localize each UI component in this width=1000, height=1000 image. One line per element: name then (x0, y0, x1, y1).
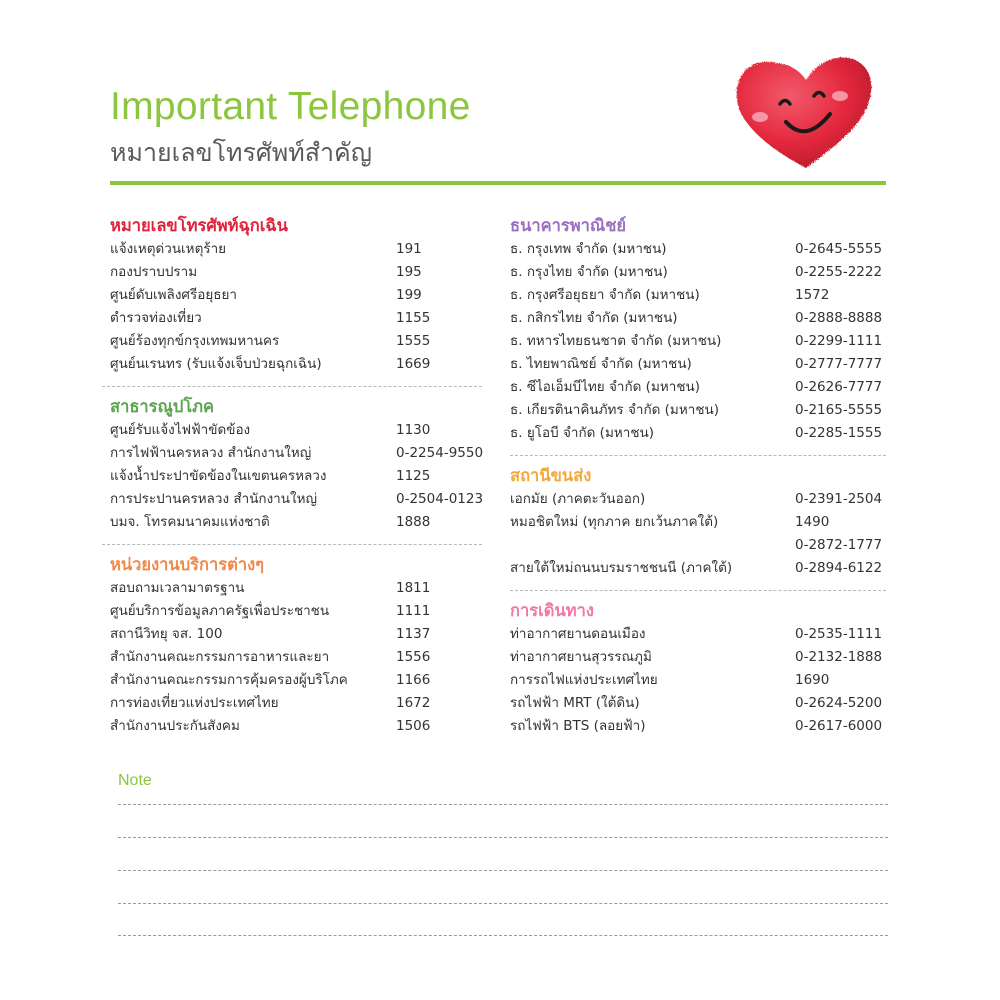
phone-number: 1811 (396, 580, 431, 596)
contact-name: สำนักงานคณะกรรมการอาหารและยา (110, 649, 330, 665)
services-section-title: หน่วยงานบริการต่างๆ (110, 555, 265, 574)
contact-name: การประปานครหลวง สำนักงานใหญ่ (110, 491, 317, 507)
phone-number: 0-2255-2222 (795, 264, 883, 280)
contact-name: สายใต้ใหม่ถนนบรมราชชนนี (ภาคใต้) (510, 560, 733, 576)
phone-list-item (110, 465, 482, 488)
phone-number: 1506 (396, 718, 431, 734)
phone-list-item (510, 557, 886, 580)
phone-list-item (110, 511, 482, 534)
phone-list-item (510, 238, 886, 261)
phone-list-item (110, 623, 482, 646)
utilities-section (110, 395, 482, 534)
contact-name: ธ. กสิกรไทย จำกัด (มหาชน) (510, 310, 678, 326)
phone-list-item (510, 623, 886, 646)
contact-name: ท่าอากาศยานดอนเมือง (510, 626, 646, 642)
phone-list-item (510, 646, 886, 669)
phone-list-item (510, 353, 886, 376)
phone-list-item (510, 488, 886, 511)
contact-name: สำนักงานประกันสังคม (110, 718, 240, 734)
contact-name: รถไฟฟ้า BTS (ลอยฟ้า) (510, 718, 646, 734)
phone-number: 1888 (396, 514, 431, 530)
phone-number: 1556 (396, 649, 431, 665)
phone-list-item (110, 669, 482, 692)
phone-number: 1166 (396, 672, 431, 688)
contact-name: หมอชิตใหม่ (ทุกภาค ยกเว้นภาคใต้) (510, 514, 719, 530)
page-title-thai: หมายเลขโทรศัพท์สำคัญ (110, 138, 373, 167)
phone-list-item (510, 284, 886, 307)
contact-name: ศูนย์นเรนทร (รับแจ้งเจ็บป่วยฉุกเฉิน) (110, 356, 322, 372)
section-divider (102, 544, 482, 545)
contact-name: การไฟฟ้านครหลวง สำนักงานใหญ่ (110, 445, 312, 461)
phone-list-item (110, 261, 482, 284)
phone-number: 1572 (795, 287, 830, 303)
contact-name: ธ. กรุงไทย จำกัด (มหาชน) (510, 264, 668, 280)
phone-number: 0-2504-0123 (396, 491, 484, 507)
phone-list-item (510, 511, 886, 534)
phone-number: 199 (396, 287, 422, 303)
phone-number: 1555 (396, 333, 431, 349)
phone-number: 0-2626-7777 (795, 379, 883, 395)
emergency-list (110, 238, 482, 376)
travel-list (510, 623, 886, 738)
services-list (110, 577, 482, 738)
utilities-list (110, 419, 482, 534)
phone-number: 1130 (396, 422, 431, 438)
phone-number: 0-2299-1111 (795, 333, 883, 349)
transport-list (510, 488, 886, 580)
contact-name: การท่องเที่ยวแห่งประเทศไทย (110, 695, 279, 711)
phone-number: 1669 (396, 356, 431, 372)
note-line[interactable] (118, 804, 888, 805)
phone-list-item (110, 577, 482, 600)
phone-list-item (110, 419, 482, 442)
phone-number: 0-2285-1555 (795, 425, 883, 441)
phone-list-item (510, 307, 886, 330)
phone-list-item (510, 422, 886, 445)
phone-number: 0-2624-5200 (795, 695, 883, 711)
section-divider (510, 455, 886, 456)
phone-list-item (110, 600, 482, 623)
contact-name: กองปราบปราม (110, 264, 198, 280)
phone-number: 0-2254-9550 (396, 445, 484, 461)
contact-name: ธ. ทหารไทยธนชาต จำกัด (มหาชน) (510, 333, 722, 349)
phone-number: 0-2645-5555 (795, 241, 883, 257)
phone-number: 0-2132-1888 (795, 649, 883, 665)
phone-number: 0-2165-5555 (795, 402, 883, 418)
phone-list-item (510, 330, 886, 353)
phone-list-item (110, 330, 482, 353)
phone-number: 1111 (396, 603, 431, 619)
smiling-heart-icon (728, 52, 878, 177)
phone-list-item (110, 442, 482, 465)
phone-list-item (110, 692, 482, 715)
contact-name: สถานีวิทยุ จส. 100 (110, 626, 223, 642)
emergency-section (110, 214, 482, 376)
contact-name: ศูนย์รับแจ้งไฟฟ้าขัดข้อง (110, 422, 251, 438)
contact-name: รถไฟฟ้า MRT (ใต้ดิน) (510, 695, 640, 711)
phone-number: 1155 (396, 310, 431, 326)
phone-list-item (110, 284, 482, 307)
phone-number: 0-2535-1111 (795, 626, 883, 642)
phone-list-item (510, 692, 886, 715)
phone-list-item (510, 715, 886, 738)
travel-section-title: การเดินทาง (510, 601, 594, 620)
phone-number: 1125 (396, 468, 431, 484)
phone-number: 0-2617-6000 (795, 718, 883, 734)
contact-name: ธ. เกียรตินาคินภัทร จำกัด (มหาชน) (510, 402, 719, 418)
note-area (118, 768, 888, 794)
transport-section-title: สถานีขนส่ง (510, 466, 592, 485)
note-line[interactable] (118, 837, 888, 838)
contact-name: ตำรวจท่องเที่ยว (110, 310, 202, 326)
note-line[interactable] (118, 870, 888, 871)
phone-list-item (510, 376, 886, 399)
utilities-section-title: สาธารณูปโภค (110, 397, 215, 416)
contact-name: ธ. กรุงศรีอยุธยา จำกัด (มหาชน) (510, 287, 700, 303)
contact-name: สอบถามเวลามาตรฐาน (110, 580, 245, 596)
phone-list-item (110, 646, 482, 669)
travel-section (510, 599, 886, 738)
note-line[interactable] (118, 903, 888, 904)
contact-name: แจ้งเหตุด่วนเหตุร้าย (110, 241, 227, 257)
phone-number: 0-2391-2504 (795, 491, 883, 507)
banks-section-title: ธนาคารพาณิชย์ (510, 216, 627, 235)
header-divider (110, 181, 886, 185)
services-section (110, 553, 482, 738)
contact-name: เอกมัย (ภาคตะวันออก) (510, 491, 646, 507)
phone-number: 1490 (795, 514, 830, 530)
contact-name: บมจ. โทรคมนาคมแห่งชาติ (110, 514, 270, 530)
phone-list-item (510, 669, 886, 692)
phone-number: 1672 (396, 695, 431, 711)
contact-name: ศูนย์ดับเพลิงศรีอยุธยา (110, 287, 237, 303)
banks-list (510, 238, 886, 445)
phone-list-item (110, 238, 482, 261)
phone-number: 195 (396, 264, 422, 280)
contact-name: ธ. กรุงเทพ จำกัด (มหาชน) (510, 241, 667, 257)
phone-list-item (110, 353, 482, 376)
left-column (110, 214, 482, 738)
phone-number: 0-2872-1777 (795, 537, 883, 553)
note-line[interactable] (118, 935, 888, 936)
phone-list-item (510, 261, 886, 284)
phone-number: 1690 (795, 672, 830, 688)
contact-name: ธ. ไทยพาณิชย์ จำกัด (มหาชน) (510, 356, 692, 372)
phone-list-item (110, 715, 482, 738)
emergency-section-title: หมายเลขโทรศัพท์ฉุกเฉิน (110, 216, 288, 235)
contact-name: ธ. ซีไอเอ็มบีไทย จำกัด (มหาชน) (510, 379, 700, 395)
section-divider (510, 590, 886, 591)
note-label: Note (118, 772, 152, 789)
section-divider (102, 386, 482, 387)
phone-list-item (110, 307, 482, 330)
right-column (510, 214, 886, 738)
phone-list-item (110, 488, 482, 511)
contact-name: ศูนย์บริการข้อมูลภาครัฐเพื่อประชาชน (110, 603, 330, 619)
phone-number: 191 (396, 241, 422, 257)
contact-name: สำนักงานคณะกรรมการคุ้มครองผู้บริโภค (110, 672, 348, 688)
phone-number: 0-2894-6122 (795, 560, 883, 576)
phone-number: 0-2888-8888 (795, 310, 883, 326)
contact-name: การรถไฟแห่งประเทศไทย (510, 672, 658, 688)
contact-name: ท่าอากาศยานสุวรรณภูมิ (510, 649, 652, 665)
banks-section (510, 214, 886, 445)
contact-name: ศูนย์ร้องทุกข์กรุงเทพมหานคร (110, 333, 280, 349)
transport-section (510, 464, 886, 580)
phone-list-item (510, 534, 886, 557)
contact-name: แจ้งน้ำประปาขัดข้องในเขตนครหลวง (110, 468, 327, 484)
phone-number: 0-2777-7777 (795, 356, 883, 372)
page-title-english: Important Telephone (110, 85, 471, 128)
contact-name: ธ. ยูโอบี จำกัด (มหาชน) (510, 425, 654, 441)
phone-number: 1137 (396, 626, 431, 642)
phone-list-item (510, 399, 886, 422)
